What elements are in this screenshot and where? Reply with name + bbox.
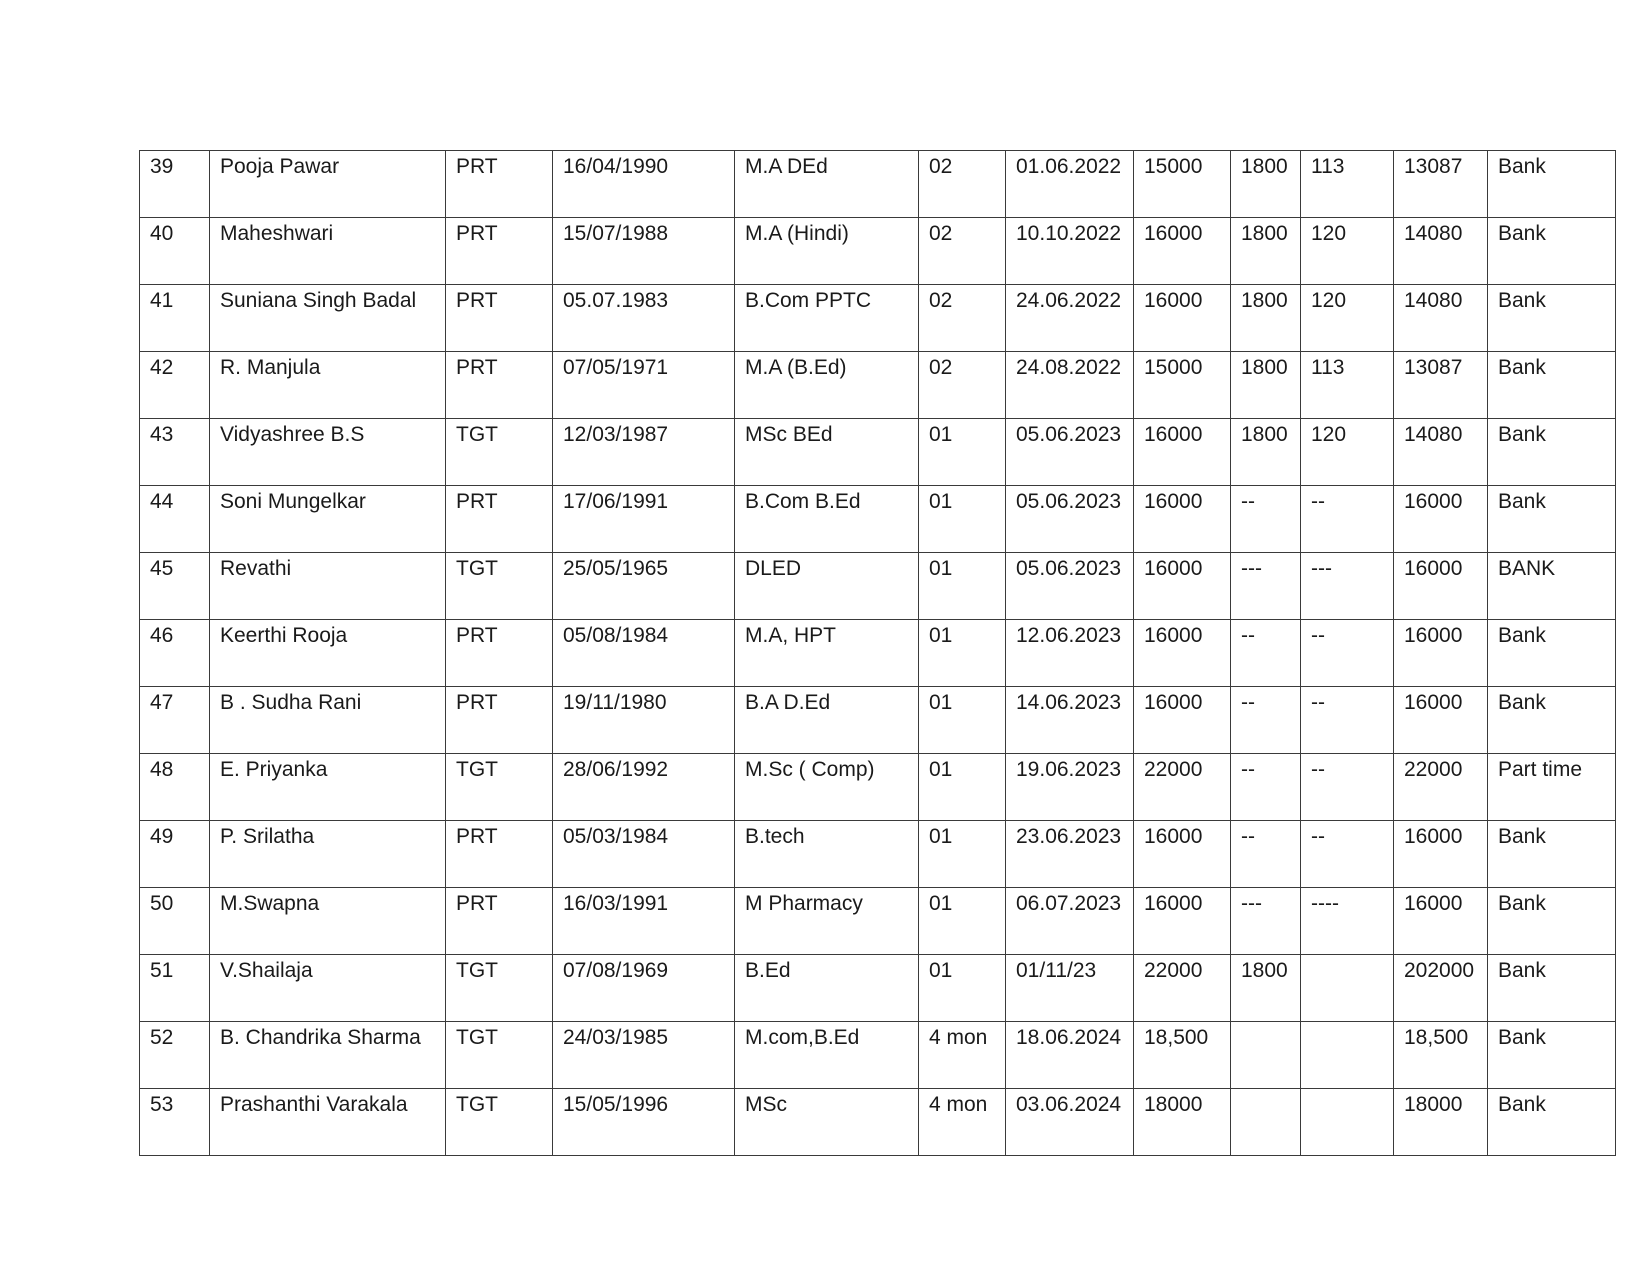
cell-experience: 01	[919, 419, 1006, 486]
cell-deduction-b: 120	[1301, 218, 1394, 285]
cell-payment-mode: Bank	[1488, 687, 1616, 754]
cell-date-of-joining: 05.06.2023	[1006, 419, 1134, 486]
cell-serial-no: 39	[140, 151, 210, 218]
cell-serial-no: 42	[140, 352, 210, 419]
cell-name: P. Srilatha	[210, 821, 446, 888]
cell-serial-no: 50	[140, 888, 210, 955]
cell-name: Maheshwari	[210, 218, 446, 285]
cell-qualification: DLED	[735, 553, 919, 620]
cell-deduction-a: 1800	[1231, 285, 1301, 352]
cell-deduction-b: ---	[1301, 553, 1394, 620]
cell-qualification: B.Com PPTC	[735, 285, 919, 352]
cell-experience: 02	[919, 218, 1006, 285]
cell-gross-salary: 16000	[1134, 218, 1231, 285]
cell-deduction-a: ---	[1231, 553, 1301, 620]
table-row	[140, 486, 1616, 553]
cell-gross-salary: 22000	[1134, 955, 1231, 1022]
cell-experience: 01	[919, 486, 1006, 553]
cell-gross-salary: 16000	[1134, 620, 1231, 687]
cell-payment-mode: Bank	[1488, 888, 1616, 955]
cell-qualification: M.A (B.Ed)	[735, 352, 919, 419]
cell-post: PRT	[446, 218, 553, 285]
cell-date-of-joining: 23.06.2023	[1006, 821, 1134, 888]
cell-date-of-birth: 12/03/1987	[553, 419, 735, 486]
cell-post: TGT	[446, 1022, 553, 1089]
cell-qualification: B.A D.Ed	[735, 687, 919, 754]
cell-payment-mode: Bank	[1488, 486, 1616, 553]
cell-experience: 01	[919, 754, 1006, 821]
cell-date-of-joining: 06.07.2023	[1006, 888, 1134, 955]
staff-table	[139, 150, 1616, 1156]
cell-gross-salary: 15000	[1134, 352, 1231, 419]
cell-post: PRT	[446, 486, 553, 553]
cell-qualification: M.Sc ( Comp)	[735, 754, 919, 821]
cell-net-salary: 16000	[1394, 553, 1488, 620]
cell-gross-salary: 15000	[1134, 151, 1231, 218]
cell-qualification: M.A DEd	[735, 151, 919, 218]
cell-qualification: B.tech	[735, 821, 919, 888]
cell-date-of-joining: 01/11/23	[1006, 955, 1134, 1022]
cell-post: TGT	[446, 553, 553, 620]
cell-payment-mode: BANK	[1488, 553, 1616, 620]
cell-net-salary: 16000	[1394, 888, 1488, 955]
cell-serial-no: 44	[140, 486, 210, 553]
cell-deduction-b: 113	[1301, 151, 1394, 218]
cell-net-salary: 13087	[1394, 151, 1488, 218]
cell-gross-salary: 16000	[1134, 553, 1231, 620]
cell-gross-salary: 18000	[1134, 1089, 1231, 1156]
cell-net-salary: 16000	[1394, 821, 1488, 888]
cell-experience: 01	[919, 687, 1006, 754]
cell-payment-mode: Bank	[1488, 419, 1616, 486]
cell-experience: 01	[919, 888, 1006, 955]
cell-deduction-a	[1231, 1089, 1301, 1156]
table-row	[140, 955, 1616, 1022]
cell-name: R. Manjula	[210, 352, 446, 419]
cell-name: B. Chandrika Sharma	[210, 1022, 446, 1089]
cell-date-of-birth: 07/08/1969	[553, 955, 735, 1022]
cell-date-of-birth: 16/03/1991	[553, 888, 735, 955]
cell-payment-mode: Bank	[1488, 821, 1616, 888]
cell-deduction-a: --	[1231, 821, 1301, 888]
cell-date-of-joining: 14.06.2023	[1006, 687, 1134, 754]
cell-deduction-a: ---	[1231, 888, 1301, 955]
cell-name: Revathi	[210, 553, 446, 620]
cell-net-salary: 18,500	[1394, 1022, 1488, 1089]
cell-post: TGT	[446, 955, 553, 1022]
cell-date-of-birth: 16/04/1990	[553, 151, 735, 218]
cell-post: PRT	[446, 620, 553, 687]
cell-serial-no: 43	[140, 419, 210, 486]
cell-date-of-joining: 05.06.2023	[1006, 486, 1134, 553]
cell-date-of-joining: 01.06.2022	[1006, 151, 1134, 218]
cell-deduction-a: 1800	[1231, 419, 1301, 486]
cell-qualification: M.A (Hindi)	[735, 218, 919, 285]
cell-date-of-joining: 05.06.2023	[1006, 553, 1134, 620]
cell-gross-salary: 22000	[1134, 754, 1231, 821]
cell-date-of-birth: 19/11/1980	[553, 687, 735, 754]
cell-gross-salary: 16000	[1134, 821, 1231, 888]
table-row	[140, 285, 1616, 352]
cell-name: V.Shailaja	[210, 955, 446, 1022]
cell-deduction-b	[1301, 1089, 1394, 1156]
cell-deduction-b: ----	[1301, 888, 1394, 955]
cell-deduction-b: --	[1301, 687, 1394, 754]
cell-net-salary: 14080	[1394, 285, 1488, 352]
cell-post: PRT	[446, 151, 553, 218]
cell-net-salary: 202000	[1394, 955, 1488, 1022]
cell-date-of-birth: 05.07.1983	[553, 285, 735, 352]
cell-qualification: M Pharmacy	[735, 888, 919, 955]
cell-name: Prashanthi Varakala	[210, 1089, 446, 1156]
cell-deduction-b: --	[1301, 620, 1394, 687]
cell-deduction-b	[1301, 1022, 1394, 1089]
cell-date-of-birth: 17/06/1991	[553, 486, 735, 553]
table-row	[140, 754, 1616, 821]
cell-experience: 4 mon	[919, 1089, 1006, 1156]
cell-payment-mode: Bank	[1488, 1089, 1616, 1156]
cell-date-of-joining: 03.06.2024	[1006, 1089, 1134, 1156]
cell-deduction-a: --	[1231, 486, 1301, 553]
cell-deduction-a	[1231, 1022, 1301, 1089]
cell-gross-salary: 18,500	[1134, 1022, 1231, 1089]
cell-gross-salary: 16000	[1134, 285, 1231, 352]
cell-experience: 01	[919, 553, 1006, 620]
cell-net-salary: 16000	[1394, 687, 1488, 754]
table-row	[140, 1022, 1616, 1089]
cell-post: PRT	[446, 821, 553, 888]
cell-experience: 4 mon	[919, 1022, 1006, 1089]
cell-serial-no: 40	[140, 218, 210, 285]
cell-deduction-a: --	[1231, 620, 1301, 687]
cell-deduction-b: 113	[1301, 352, 1394, 419]
cell-date-of-joining: 18.06.2024	[1006, 1022, 1134, 1089]
cell-payment-mode: Part time	[1488, 754, 1616, 821]
cell-serial-no: 41	[140, 285, 210, 352]
cell-date-of-birth: 25/05/1965	[553, 553, 735, 620]
table-row	[140, 620, 1616, 687]
cell-serial-no: 51	[140, 955, 210, 1022]
table-row	[140, 352, 1616, 419]
cell-net-salary: 16000	[1394, 486, 1488, 553]
cell-experience: 02	[919, 151, 1006, 218]
cell-name: Soni Mungelkar	[210, 486, 446, 553]
cell-gross-salary: 16000	[1134, 419, 1231, 486]
cell-payment-mode: Bank	[1488, 151, 1616, 218]
cell-qualification: M.com,B.Ed	[735, 1022, 919, 1089]
cell-qualification: M.A, HPT	[735, 620, 919, 687]
cell-payment-mode: Bank	[1488, 1022, 1616, 1089]
cell-deduction-b: 120	[1301, 419, 1394, 486]
cell-post: TGT	[446, 419, 553, 486]
cell-serial-no: 45	[140, 553, 210, 620]
cell-deduction-a: 1800	[1231, 151, 1301, 218]
cell-gross-salary: 16000	[1134, 486, 1231, 553]
cell-net-salary: 16000	[1394, 620, 1488, 687]
cell-deduction-b: 120	[1301, 285, 1394, 352]
cell-name: B . Sudha Rani	[210, 687, 446, 754]
cell-name: M.Swapna	[210, 888, 446, 955]
table-row	[140, 1089, 1616, 1156]
cell-deduction-a: 1800	[1231, 352, 1301, 419]
cell-experience: 01	[919, 955, 1006, 1022]
cell-qualification: B.Ed	[735, 955, 919, 1022]
cell-date-of-joining: 12.06.2023	[1006, 620, 1134, 687]
cell-post: PRT	[446, 352, 553, 419]
cell-deduction-a: 1800	[1231, 955, 1301, 1022]
cell-post: PRT	[446, 285, 553, 352]
cell-deduction-b: --	[1301, 486, 1394, 553]
cell-name: E. Priyanka	[210, 754, 446, 821]
cell-date-of-joining: 10.10.2022	[1006, 218, 1134, 285]
cell-name: Suniana Singh Badal	[210, 285, 446, 352]
cell-deduction-a: --	[1231, 754, 1301, 821]
cell-serial-no: 48	[140, 754, 210, 821]
cell-serial-no: 46	[140, 620, 210, 687]
cell-gross-salary: 16000	[1134, 687, 1231, 754]
table-row	[140, 419, 1616, 486]
cell-date-of-joining: 24.06.2022	[1006, 285, 1134, 352]
cell-serial-no: 52	[140, 1022, 210, 1089]
cell-deduction-b: --	[1301, 821, 1394, 888]
cell-experience: 01	[919, 821, 1006, 888]
cell-serial-no: 53	[140, 1089, 210, 1156]
cell-deduction-a: 1800	[1231, 218, 1301, 285]
cell-date-of-birth: 15/05/1996	[553, 1089, 735, 1156]
cell-net-salary: 14080	[1394, 218, 1488, 285]
cell-post: TGT	[446, 754, 553, 821]
table-row	[140, 687, 1616, 754]
cell-qualification: MSc BEd	[735, 419, 919, 486]
cell-date-of-birth: 07/05/1971	[553, 352, 735, 419]
cell-payment-mode: Bank	[1488, 352, 1616, 419]
cell-post: TGT	[446, 1089, 553, 1156]
table-row	[140, 888, 1616, 955]
cell-deduction-b	[1301, 955, 1394, 1022]
cell-serial-no: 49	[140, 821, 210, 888]
cell-net-salary: 22000	[1394, 754, 1488, 821]
cell-name: Vidyashree B.S	[210, 419, 446, 486]
cell-date-of-birth: 24/03/1985	[553, 1022, 735, 1089]
table-row	[140, 218, 1616, 285]
cell-experience: 02	[919, 352, 1006, 419]
cell-post: PRT	[446, 888, 553, 955]
cell-gross-salary: 16000	[1134, 888, 1231, 955]
cell-payment-mode: Bank	[1488, 218, 1616, 285]
cell-date-of-birth: 05/03/1984	[553, 821, 735, 888]
cell-deduction-a: --	[1231, 687, 1301, 754]
cell-payment-mode: Bank	[1488, 285, 1616, 352]
cell-net-salary: 13087	[1394, 352, 1488, 419]
cell-net-salary: 18000	[1394, 1089, 1488, 1156]
cell-qualification: B.Com B.Ed	[735, 486, 919, 553]
cell-payment-mode: Bank	[1488, 620, 1616, 687]
table-body	[140, 151, 1616, 1156]
cell-experience: 01	[919, 620, 1006, 687]
cell-post: PRT	[446, 687, 553, 754]
cell-date-of-birth: 05/08/1984	[553, 620, 735, 687]
table-row	[140, 821, 1616, 888]
cell-date-of-joining: 19.06.2023	[1006, 754, 1134, 821]
cell-experience: 02	[919, 285, 1006, 352]
cell-name: Pooja Pawar	[210, 151, 446, 218]
cell-deduction-b: --	[1301, 754, 1394, 821]
cell-date-of-birth: 28/06/1992	[553, 754, 735, 821]
cell-date-of-joining: 24.08.2022	[1006, 352, 1134, 419]
cell-payment-mode: Bank	[1488, 955, 1616, 1022]
cell-serial-no: 47	[140, 687, 210, 754]
table-row	[140, 151, 1616, 218]
cell-net-salary: 14080	[1394, 419, 1488, 486]
table-row	[140, 553, 1616, 620]
cell-date-of-birth: 15/07/1988	[553, 218, 735, 285]
cell-name: Keerthi Rooja	[210, 620, 446, 687]
cell-qualification: MSc	[735, 1089, 919, 1156]
